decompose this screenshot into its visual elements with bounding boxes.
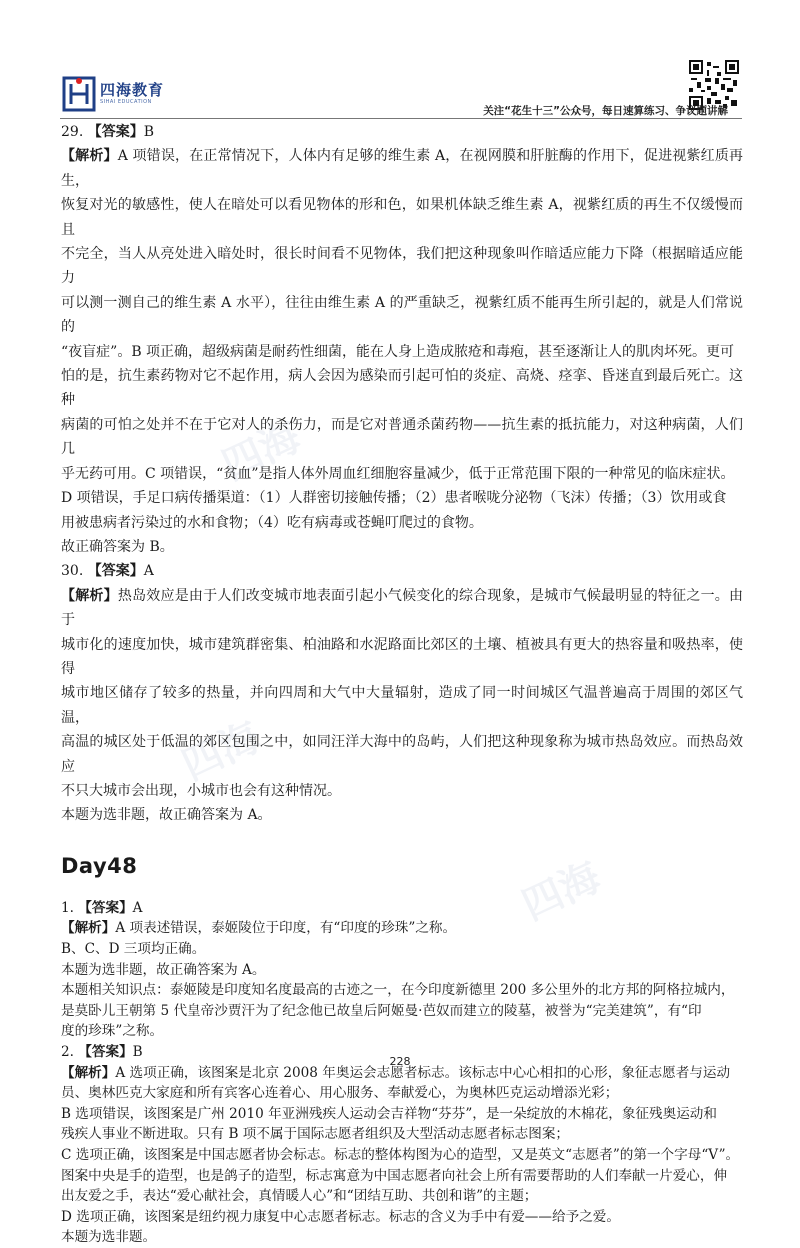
text-line: 度的珍珠”之称。 <box>61 1023 164 1040</box>
text-line: 29. 【答案】B <box>61 124 155 140</box>
text-line: 乎无药可用。C 项错误，“贫血”是指人体外周血红细胞容量减少，低于正常范围下限的一种常见的临床症状。 <box>61 465 735 482</box>
text-line: D 项错误，手足口病传播渠道：（1）人群密切接触传播；（2）患者喉咙分泌物（飞沫）传播；（3）饮用或食 <box>61 490 727 507</box>
text-line: 30. 【答案】A <box>61 563 154 580</box>
text-line: 是莫卧儿王朝第 5 代皇帝沙贾汗为了纪念他已故皇后阿姬曼·芭奴而建立的陵墓，被誉为“完美建筑”，有“印 <box>61 1002 702 1019</box>
text-line: 不完全，当人从亮处进入暗处时，很长时间看不见物体，我们把这种现象叫作暗适应能力下降（根据暗适应能力 <box>61 246 743 287</box>
page-number: 228 <box>389 1055 411 1068</box>
header-tagline: 关注“花生十三”公众号，每日速算练习、争议题讲解 <box>483 105 728 117</box>
text-line: 不只大城市会出现，小城市也会有这种情况。 <box>61 782 341 799</box>
text-line: 本题为选非题，故正确答案为 A。 <box>61 807 272 824</box>
section-day48-answers <box>61 898 743 1248</box>
text-line: 【解析】A 项错误，在正常情况下，人体内有足够的维生素 A，在视网膜和肝脏酶的作用下，促进视紫红质再生， <box>61 148 744 189</box>
day-title: Day48 <box>61 853 138 878</box>
logo-text: 四海教育 <box>100 81 165 99</box>
text-line: “夜盲症”。B 项正确，超级病菌是耐药性细菌，能在人身上造成脓疮和毒疱，甚至逐渐让人的肌肉坏死。更可 <box>61 343 735 360</box>
text-line: 城市化的速度加快，城市建筑群密集、柏油路和水泥路面比郊区的土壤、植被具有更大的热容量和吸热率，使得 <box>61 636 743 677</box>
page-header <box>0 0 800 118</box>
section-day47-answers <box>61 120 743 828</box>
text-line: 本题为选非题。 <box>61 1229 157 1246</box>
watermark: 四海 <box>175 713 268 790</box>
text-line: 【解析】A 项表述错误，泰姬陵位于印度，有“印度的珍珠”之称。 <box>61 920 457 937</box>
header-divider <box>60 118 742 119</box>
text-line: B 选项错误，该图案是广州 2010 年亚洲残疾人运动会吉祥物“芬芬”，是一朵绽放的木棉花，象征残奥运动和 <box>61 1105 717 1122</box>
text-line: 出友爱之手，表达“爱心献社会，真情暖人心”和“团结互助、共创和谐”的主题； <box>61 1188 538 1205</box>
text-line: 员、奥林匹克大家庭和所有宾客心连着心、用心服务、奉献爱心，为奥林匹克运动增添光彩； <box>61 1085 619 1102</box>
text-line: 【解析】A 选项正确，该图案是北京 2008 年奥运会志愿者标志。该标志中心心相扣的心形，象征志愿者与运动 <box>61 1064 731 1081</box>
text-line: 1. 【答案】A <box>61 899 143 916</box>
text-line: 故正确答案为 B。 <box>61 538 174 555</box>
text-line: 用被患病者污染过的水和食物；（4）吃有病毒或苍蝇叮爬过的食物。 <box>61 514 483 531</box>
watermark: 四海 <box>515 853 608 930</box>
text-line: 本题为选非题，故正确答案为 A。 <box>61 961 266 978</box>
text-line: 病菌的可怕之处并不在于它对人的杀伤力，而是它对普通杀菌药物——抗生素的抵抗能力，对这种病菌，人们几 <box>61 416 743 458</box>
document-body <box>61 120 743 1248</box>
text-line: 怕的是，抗生素药物对它不起作用，病人会因为感染而引起可怕的炎症、高烧、痉挛、昏迷直到最后死亡。这种 <box>61 368 743 409</box>
text-line: 【解析】热岛效应是由于人们改变城市地表面引起小气候变化的综合现象，是城市气候最明显的特征之一。由于 <box>61 587 744 629</box>
text-line: 城市地区储存了较多的热量，并向四周和大气中大量辐射，造成了同一时间城区气温普遍高于周围的郊区气温， <box>61 685 743 726</box>
text-line: 可以测一测自己的维生素 A 水平），往往由维生素 A 的严重缺乏，视紫红质不能再生所引起的，就是人们常说的 <box>61 294 743 336</box>
watermark: 四海 <box>215 413 308 490</box>
text-line: 本题相关知识点：泰姬陵是印度知名度最高的古迹之一，在今印度新德里 200 多公里外的北方邦的阿格拉城内， <box>61 982 735 999</box>
text-line: 2. 【答案】B <box>61 1043 143 1060</box>
logo-subtext: SIHAI EDUCATION <box>100 99 152 105</box>
text-line: B、C、D 三项均正确。 <box>61 940 206 957</box>
text-line: 高温的城区处于低温的郊区包围之中，如同汪洋大海中的岛屿，人们把这种现象称为城市热岛效应。而热岛效应 <box>61 734 743 775</box>
text-line: 图案中央是手的造型，也是鸽子的造型，标志寓意为中国志愿者向社会上所有需要帮助的人们奉献一片爱心，伸 <box>61 1167 728 1184</box>
text-line: D 选项正确，该图案是纽约视力康复中心志愿者标志。标志的含义为手中有爱——给予之爱。 <box>61 1208 620 1225</box>
text-line: C 选项正确，该图案是中国志愿者协会标志。标志的整体构图为心的造型，又是英文“志愿者”的第一个字母“V”。 <box>61 1146 740 1163</box>
text-line: 恢复对光的敏感性，使人在暗处可以看见物体的形和色，如果机体缺乏维生素 A，视紫红质的再生不仅缓慢而且 <box>61 197 743 238</box>
text-line: 残疾人事业不断进取。只有 B 项不属于国际志愿者组织及大型活动志愿者标志图案； <box>61 1126 570 1143</box>
